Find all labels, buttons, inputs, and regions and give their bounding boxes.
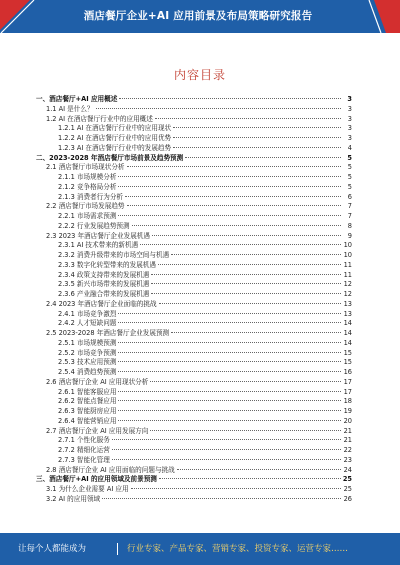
toc-entry-label: 2.4.1 市场竞争激烈: [58, 309, 117, 318]
toc-entry[interactable]: [36, 261, 352, 271]
toc-entry-page-number: 17: [343, 377, 352, 386]
toc-entry[interactable]: [36, 300, 352, 310]
toc-entry-page-number: 22: [343, 446, 352, 454]
toc-entry-page-number: 24: [343, 465, 352, 474]
toc-entry[interactable]: [36, 397, 352, 407]
toc-entry[interactable]: [36, 417, 352, 427]
toc-entry-label: 2.7.3 智能化管理: [58, 455, 110, 464]
footer-roles: 行业专家、产品专家、营销专家、投资专家、运营专家……: [127, 544, 349, 554]
toc-entry-label: 2.4 2023 年酒店餐厅企业面临的挑战: [46, 299, 157, 308]
toc-entry[interactable]: [36, 115, 352, 125]
toc-entry-page-number: 25: [343, 485, 352, 493]
toc-entry-label: 2.3.2 消费升级带来的市场空间与机遇: [58, 251, 170, 259]
toc-entry-page-number: 14: [343, 319, 352, 328]
toc-entry-page-number: 21: [343, 436, 352, 445]
toc-entry-label: 3.2 AI 的应用领域: [46, 494, 101, 503]
toc-entry-label: 2.6.1 智能客服应用: [58, 387, 117, 396]
toc-entry[interactable]: [36, 212, 352, 222]
toc-entry[interactable]: [36, 105, 352, 115]
toc-entry-label: 2.6.3 智能厨房应用: [58, 407, 117, 415]
header-left-red-triangle: [0, 0, 30, 30]
toc-leader-dots: [151, 273, 341, 275]
toc-entry-page-number: 9: [347, 231, 352, 240]
toc-entry-page-number: 5: [347, 153, 352, 162]
toc-entry[interactable]: [36, 436, 352, 446]
toc-entry-page-number: 16: [343, 368, 352, 376]
toc-entry-page-number: 3: [347, 134, 352, 142]
toc-entry-label: 2.5.4 消费趋势预测: [58, 368, 117, 376]
toc-entry-page-number: 3: [347, 124, 352, 133]
toc-entry[interactable]: [36, 339, 352, 349]
toc-entry-page-number: 25: [342, 475, 352, 484]
toc-entry[interactable]: [36, 144, 352, 154]
toc-entry[interactable]: [36, 349, 352, 359]
toc-entry-label: 1.2.3 AI 在酒店餐厅行业中的发展趋势: [58, 143, 172, 152]
toc-entry-label: 2.2.2 行业发展趋势预测: [58, 221, 130, 230]
toc-chapter-entry[interactable]: [36, 475, 352, 485]
toc-leader-dots: [118, 321, 341, 323]
toc-entry[interactable]: [36, 280, 352, 290]
toc-entry-page-number: 11: [343, 260, 352, 269]
toc-entry-page-number: 10: [343, 241, 352, 250]
toc-entry-label: 二、2023-2028 年酒店餐厅市场前景及趋势预测: [36, 153, 184, 162]
toc-leader-dots: [102, 497, 341, 499]
toc-list: [36, 95, 352, 505]
toc-entry-page-number: 5: [347, 163, 352, 172]
toc-entry-label: 2.1.2 竞争格局分析: [58, 182, 117, 191]
toc-entry-label: 1.2 AI 在酒店餐厅行业中的应用概述: [46, 114, 153, 123]
toc-entry-label: 1.1 AI 是什么？: [46, 104, 94, 113]
toc-entry-page-number: 5: [347, 173, 352, 181]
toc-entry-page-number: 6: [347, 192, 352, 201]
toc-entry-label: 2.3.5 新兴市场带来的发展机遇: [58, 280, 150, 289]
toc-entry-page-number: 12: [343, 290, 352, 298]
toc-entry-page-number: 14: [343, 338, 352, 347]
toc-leader-dots: [112, 458, 341, 460]
toc-entry-page-number: 17: [343, 387, 352, 396]
toc-entry[interactable]: [36, 183, 352, 193]
toc-leader-dots: [150, 380, 341, 382]
toc-entry-page-number: 21: [343, 426, 352, 435]
toc-entry-label: 2.5.3 技术应用预测: [58, 358, 117, 367]
toc-leader-dots: [185, 156, 341, 158]
toc-entry-label: 2.5 2023-2028 年酒店餐厅企业发展预测: [46, 329, 170, 337]
toc-entry[interactable]: [36, 232, 352, 242]
toc-entry-label: 2.6.2 智能点餐应用: [58, 397, 117, 406]
toc-leader-dots: [173, 146, 341, 148]
toc-entry[interactable]: [36, 290, 352, 300]
toc-entry-label: 2.2 酒店餐厅市场发展趋势: [46, 202, 125, 211]
toc-entry[interactable]: [36, 222, 352, 232]
toc-entry[interactable]: [36, 202, 352, 212]
toc-leader-dots: [171, 331, 341, 333]
toc-entry-label: 1.2.1 AI 在酒店餐厅行业中的应用现状: [58, 124, 172, 133]
toc-leader-dots: [150, 429, 341, 431]
toc-entry-page-number: 10: [343, 251, 352, 259]
toc-heading: 内容目录: [173, 68, 226, 82]
toc-entry-page-number: 5: [347, 182, 352, 191]
toc-entry-page-number: 26: [343, 494, 352, 503]
toc-entry-label: 2.3.3 数字化转型带来的发展机遇: [58, 260, 156, 269]
toc-leader-dots: [151, 282, 341, 284]
toc-entry-label: 2.2.1 市场需求预测: [58, 212, 117, 220]
toc-entry-page-number: 3: [347, 95, 352, 103]
toc-leader-dots: [131, 487, 341, 489]
toc-entry[interactable]: [36, 251, 352, 261]
toc-entry[interactable]: [36, 271, 352, 281]
toc-entry[interactable]: [36, 310, 352, 320]
toc-leader-dots: [125, 195, 341, 197]
toc-entry-label: 3.1 为什么企业需要 AI 应用: [46, 485, 129, 493]
toc-entry[interactable]: [36, 319, 352, 329]
toc-entry[interactable]: [36, 124, 352, 134]
toc-entry-label: 2.6 酒店餐厅企业 AI 应用现状分析: [46, 377, 149, 386]
toc-entry[interactable]: [36, 466, 352, 476]
toc-leader-dots: [118, 399, 341, 401]
toc-entry[interactable]: [36, 388, 352, 398]
toc-entry-label: 2.3 2023 年酒店餐厅企业发展机遇: [46, 231, 150, 240]
toc-entry-page-number: 7: [347, 202, 352, 211]
toc-leader-dots: [140, 243, 341, 245]
toc-entry[interactable]: [36, 407, 352, 417]
toc-entry-label: 2.5.1 市场规模预测: [58, 338, 117, 347]
toc-leader-dots: [127, 204, 341, 206]
toc-entry-label: 2.7 酒店餐厅企业 AI 应用发展方向: [46, 426, 149, 435]
toc-leader-dots: [155, 117, 341, 119]
toc-entry-label: 2.3.1 AI 技术带来的新机遇: [58, 241, 139, 250]
report-header-band: [0, 0, 400, 33]
toc-entry-label: 三、酒店餐厅+AI 的应用领域及前景预测: [36, 475, 157, 484]
toc-entry-page-number: 8: [347, 221, 352, 230]
toc-leader-dots: [118, 214, 341, 216]
toc-entry-page-number: 18: [343, 397, 352, 406]
toc-entry-label: 2.1.3 消费者行为分析: [58, 192, 124, 201]
toc-leader-dots: [171, 253, 341, 255]
header-right-red-band: [374, 0, 400, 33]
toc-leader-dots: [159, 477, 341, 479]
toc-entry-label: 2.6.4 智能营销应用: [58, 416, 117, 425]
toc-entry-page-number: 13: [343, 309, 352, 318]
report-title: 酒店餐厅企业+AI 应用前景及布局策略研究报告: [83, 10, 313, 22]
toc-leader-dots: [151, 292, 341, 294]
toc-entry-page-number: 11: [343, 270, 352, 279]
toc-entry-page-number: 12: [343, 280, 352, 289]
toc-leader-dots: [152, 234, 341, 236]
toc-entry-label: 1.2.2 AI 在酒店餐厅行业中的应用优势: [58, 134, 172, 142]
toc-entry-label: 一、酒店餐厅+AI 应用概述: [36, 95, 118, 103]
toc-entry[interactable]: [36, 134, 352, 144]
toc-entry-page-number: 15: [343, 358, 352, 367]
toc-entry-label: 2.7.2 精细化运营: [58, 446, 110, 454]
toc-entry[interactable]: [36, 495, 352, 505]
toc-leader-dots: [112, 448, 341, 450]
toc-entry[interactable]: [36, 368, 352, 378]
toc-leader-dots: [118, 185, 341, 187]
toc-leader-dots: [127, 165, 341, 167]
toc-leader-dots: [118, 409, 341, 411]
toc-entry-page-number: 15: [343, 348, 352, 357]
toc-entry[interactable]: [36, 378, 352, 388]
toc-entry-page-number: 4: [347, 143, 352, 152]
toc-entry-label: 2.1.1 市场规模分析: [58, 173, 117, 181]
toc-entry-page-number: 3: [347, 104, 352, 113]
toc-leader-dots: [118, 175, 341, 177]
toc-entry-label: 2.7.1 个性化服务: [58, 436, 110, 445]
toc-entry[interactable]: [36, 358, 352, 368]
toc-leader-dots: [158, 263, 341, 265]
toc-entry-label: 2.8 酒店餐厅企业 AI 应用面临的问题与挑战: [46, 465, 175, 474]
toc-leader-dots: [118, 370, 341, 372]
footer-separator: [117, 543, 118, 555]
toc-entry[interactable]: [36, 427, 352, 437]
footer-band: [0, 533, 400, 565]
toc-entry-label: 2.3.6 产业融合带来的发展机遇: [58, 290, 150, 298]
footer-slogan: 让每个人都能成为: [18, 544, 87, 554]
toc-entry-page-number: 20: [343, 416, 352, 425]
toc-entry-page-number: 3: [347, 114, 352, 123]
toc-leader-dots: [177, 468, 341, 470]
toc-entry[interactable]: [36, 173, 352, 183]
toc-leader-dots: [112, 438, 341, 440]
toc-entry[interactable]: [36, 329, 352, 339]
toc-entry-page-number: 23: [343, 455, 352, 464]
toc-entry-label: 2.4.2 人才短缺问题: [58, 319, 117, 328]
toc-entry[interactable]: [36, 456, 352, 466]
toc-leader-dots: [132, 224, 341, 226]
toc-entry-page-number: 7: [347, 212, 352, 220]
toc-entry-page-number: 19: [343, 407, 352, 415]
toc-leader-dots: [118, 351, 341, 353]
toc-chapter-entry[interactable]: [36, 154, 352, 164]
toc-leader-dots: [173, 136, 341, 138]
toc-leader-dots: [96, 107, 341, 109]
toc-leader-dots: [173, 126, 341, 128]
toc-leader-dots: [118, 341, 341, 343]
toc-entry[interactable]: [36, 446, 352, 456]
toc-entry[interactable]: [36, 241, 352, 251]
toc-entry-page-number: 14: [343, 329, 352, 337]
toc-chapter-entry[interactable]: [36, 95, 352, 105]
toc-entry[interactable]: [36, 163, 352, 173]
toc-leader-dots: [119, 97, 341, 99]
toc-entry[interactable]: [36, 485, 352, 495]
toc-leader-dots: [118, 312, 341, 314]
toc-entry[interactable]: [36, 193, 352, 203]
toc-entry-label: 2.1 酒店餐厅市场现状分析: [46, 163, 125, 172]
toc-leader-dots: [118, 360, 341, 362]
toc-entry-label: 2.5.2 市场竞争预测: [58, 348, 117, 357]
toc-leader-dots: [159, 302, 341, 304]
toc-entry-label: 2.3.4 政策支持带来的发展机遇: [58, 270, 150, 279]
toc-leader-dots: [118, 390, 341, 392]
toc-entry-page-number: 13: [343, 299, 352, 308]
toc-leader-dots: [118, 419, 341, 421]
